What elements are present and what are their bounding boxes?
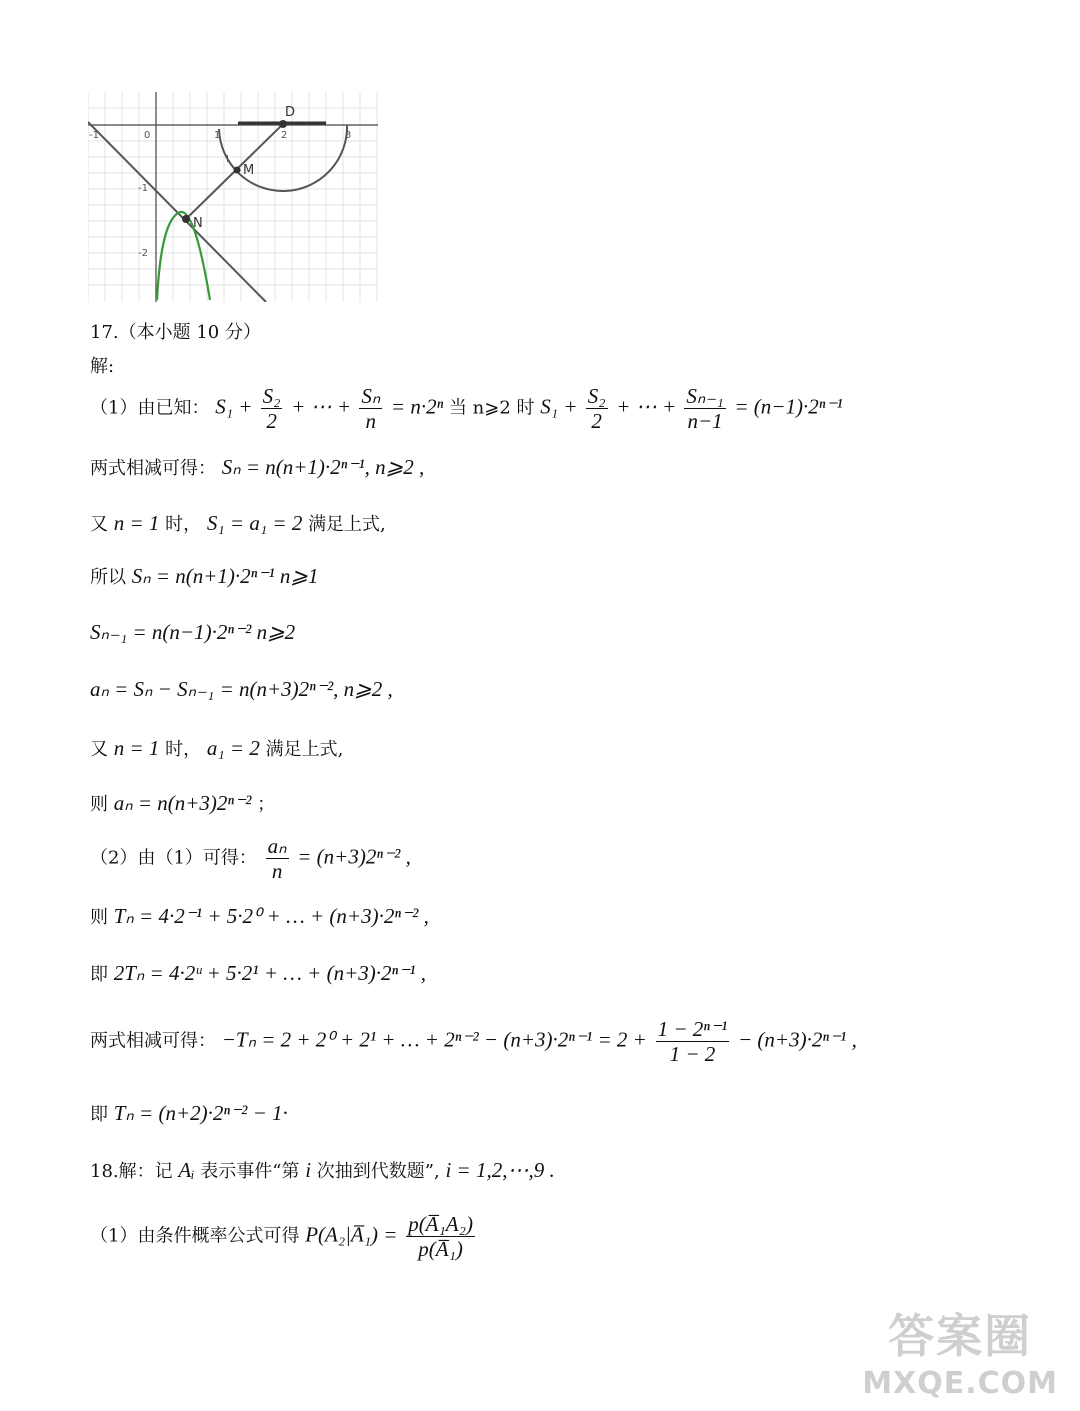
final-text: 即 [90,1104,108,1125]
subtract-math: Sₙ = n(n+1)·2ⁿ⁻¹, n⩾2 , [221,455,425,479]
q17-final-line [90,1100,288,1126]
q17-part2-line [90,834,411,883]
tn2-text: 即 [90,964,108,985]
q17-diff-line [90,1017,857,1066]
diff-math: −Tₙ = 2 + 2⁰ + 2¹ + … + 2ⁿ⁻² − (n+3)·2ⁿ⁻¹ = 2 + [221,1027,647,1052]
diff-math: − (n+3)·2ⁿ⁻¹ , [738,1027,857,1052]
part2-expr: = (n+3)2ⁿ⁻² , [297,844,411,869]
fraction [586,384,608,433]
q18-intro-text: 次抽到代数题”, [316,1161,440,1182]
numerator: 1 − 2ⁿ⁻¹ [657,1017,728,1041]
check2-math: a₁ = 2 [206,736,260,760]
given-expr-d: S₁ + [540,394,583,419]
sum-text: 所以 [90,567,126,588]
part1-prefix: （1）由已知： [90,397,210,419]
q18-intro-math: i [305,1158,312,1182]
check2-text: 又 [90,739,108,760]
q18-part1-line [90,1212,478,1261]
fraction [261,384,283,433]
given-expr-e: + ⋯ + [616,394,682,419]
watermark-logo: 答案圈 [888,1309,1033,1363]
q17-sum-line [90,563,319,589]
numerator: S₂ [262,384,281,408]
fraction [359,384,382,433]
part2-prefix: （2）由（1）可得： [90,847,257,869]
check1-math: S₁ = a₁ = 2 [206,511,303,535]
check1-text: 又 [90,514,108,535]
point-m [234,167,241,174]
point-n [182,215,190,223]
subtract-text: 两式相减可得： [90,458,216,479]
q17-tn-line [90,903,429,929]
q17-sum-prev-line [90,620,295,645]
y-tick-label: -2 [138,248,148,259]
result-math: aₙ = n(n+3)2ⁿ⁻² [113,791,252,815]
given-expr-f: = (n−1)·2ⁿ⁻¹ [734,394,843,419]
fraction [266,834,289,883]
q17-title: 17.（本小题 10 分） [90,322,261,343]
tn-math: Tₙ = 4·2⁻¹ + 5·2⁰ + … + (n+3)·2ⁿ⁻² , [113,904,429,928]
watermark-url: MXQE.COM [862,1366,1058,1401]
numerator: p(A̅₁A₂) [408,1212,473,1236]
q18-intro-line [90,1157,555,1183]
result-text: 则 [90,794,108,815]
denominator: n [271,859,283,883]
tn-text: 则 [90,907,108,928]
q17-part1-given [90,384,843,433]
tn2-math: 2Tₙ = 4·2ᵘ + 5·2¹ + … + (n+3)·2ⁿ⁻¹ , [113,961,426,985]
coordinate-figure [88,92,378,302]
fraction [656,1017,730,1066]
watermark [862,1300,1058,1401]
denominator: 1 − 2 [669,1042,716,1066]
sum-prev-math: Sₙ₋₁ = n(n−1)·2ⁿ⁻² n⩾2 [90,620,296,644]
q17-an-line [90,677,393,702]
given-expr-c: = n·2ⁿ [390,394,444,419]
denominator: n−1 [687,409,723,433]
label-m: M [243,163,255,178]
an-math: aₙ = Sₙ − Sₙ₋₁ = n(n+3)2ⁿ⁻², n⩾2 , [90,677,393,701]
grid [88,92,378,302]
q18-intro-text: 表示事件“第 [200,1161,300,1182]
q17-check1-line [90,510,386,536]
line-l [88,122,266,302]
point-d [279,120,287,128]
x-tick-label: 1 [214,130,221,141]
denominator: 2 [591,409,602,433]
q18-intro-text: 18.解：记 [90,1161,173,1182]
q17-result-line [90,790,275,816]
check2-text: 满足上式, [265,739,344,760]
y-tick-label: -1 [138,183,148,194]
q18-part1-text: （1）由条件概率公式可得 [90,1225,300,1247]
check2-math: n = 1 [113,736,160,760]
numerator: aₙ [267,834,287,858]
check2-text: 时， [165,739,202,760]
final-math: Tₙ = (n+2)·2ⁿ⁻² − 1· [113,1101,288,1125]
x-tick-label: -1 [89,130,99,141]
x-tick-label: 0 [144,130,151,141]
q17-subtract-line [90,454,424,480]
fraction [406,1212,475,1261]
fraction [684,384,725,433]
label-n: N [193,216,203,231]
check1-text: 满足上式, [308,514,386,535]
given-expr-b: + ⋯ + [291,394,357,419]
numerator: Sₙ₋₁ [686,384,724,408]
label-small: I [226,154,229,165]
x-tick-label: 3 [345,130,352,141]
x-tick-label: 2 [281,130,288,141]
q17-solution-label: 解: [90,356,115,377]
q18-intro-math: Aᵢ [178,1158,195,1182]
numerator: Sₙ [361,384,381,408]
result-end: ； [257,794,276,815]
check1-text: 时， [165,514,202,535]
q18-part1-math: P(A₂|A̅₁) = [305,1222,398,1247]
given-expr-a: S₁ + [215,394,258,419]
diff-text: 两式相减可得： [90,1030,216,1052]
q17-tn2-line [90,960,426,986]
denominator: p(A̅₁) [418,1237,463,1261]
q18-intro-math: i = 1,2,⋯,9 . [445,1158,555,1182]
denominator: 2 [266,409,277,433]
label-d: D [285,105,296,120]
check1-math: n = 1 [113,511,160,535]
q17-check2-line [90,735,343,761]
denominator: n [365,409,376,433]
given-when: 当 n⩾2 时 [448,397,535,419]
sum-math: Sₙ = n(n+1)·2ⁿ⁻¹ n⩾1 [131,564,319,588]
numerator: S₂ [587,384,606,408]
